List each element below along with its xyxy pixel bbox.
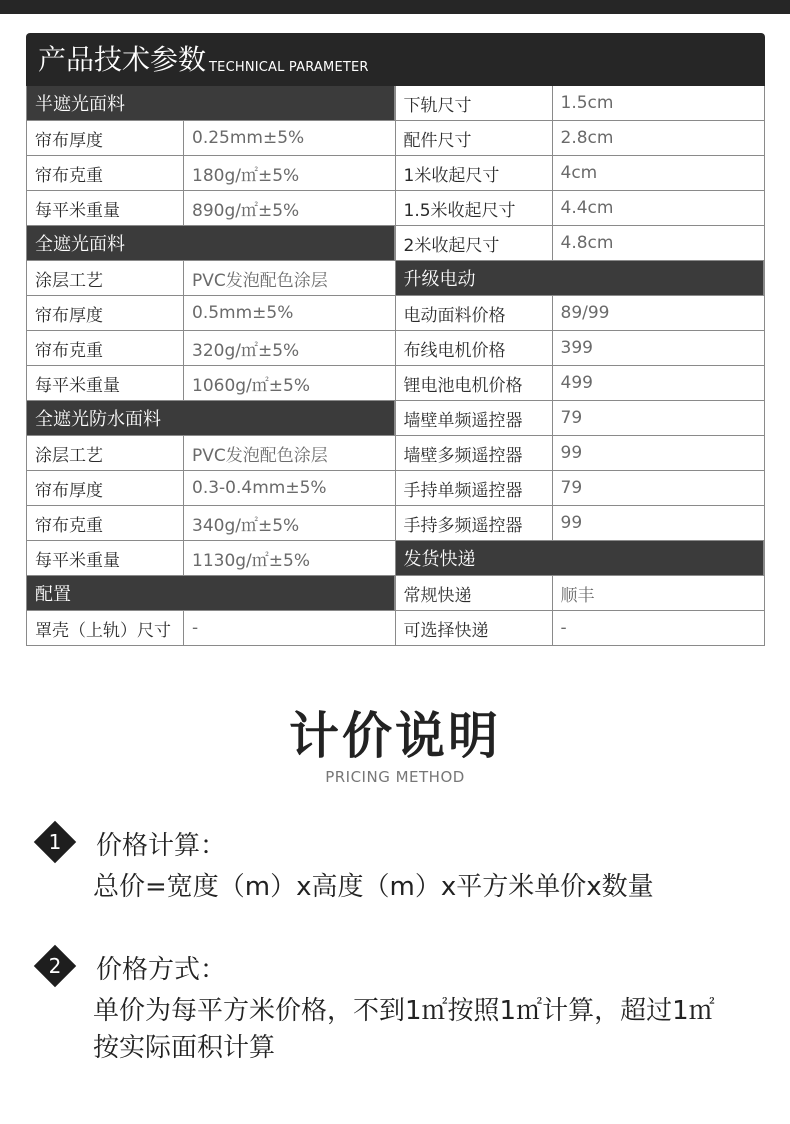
spec-label: 2米收起尺寸 (396, 226, 553, 260)
spec-title-en: TECHNICAL PARAMETER (209, 60, 369, 75)
spec-column-right (396, 86, 766, 646)
section-header (27, 226, 396, 261)
top-bar (0, 0, 790, 14)
spec-row (396, 191, 766, 226)
spec-label: 手持单频遥控器 (396, 471, 553, 505)
item-number: 2 (48, 954, 62, 978)
spec-value: 0.3-0.4mm±5% (192, 478, 327, 498)
item-text: 单价为每平方米价格，不到1㎡按照1㎡计算，超过1㎡ (93, 996, 715, 1026)
spec-value: 79 (560, 478, 583, 498)
spec-label: 电动面料价格 (396, 296, 553, 330)
spec-value: 320g/㎡±5% (192, 340, 300, 361)
spec-value: 180g/㎡±5% (192, 165, 300, 186)
spec-row (396, 401, 766, 436)
spec-label: 罩壳（上轨）尺寸 (27, 611, 184, 645)
spec-label: 每平米重量 (27, 191, 184, 225)
spec-header (26, 33, 765, 86)
spec-value: PVC发泡配色涂层 (192, 270, 328, 291)
spec-row (396, 121, 766, 156)
spec-row (396, 611, 766, 646)
spec-row (396, 86, 766, 121)
spec-column-left (27, 86, 396, 646)
spec-value: 4.4cm (560, 198, 614, 218)
spec-row (396, 471, 766, 506)
spec-value: 1.5cm (560, 93, 614, 113)
spec-title: 产品技术参数 (38, 43, 207, 76)
spec-row (27, 331, 396, 366)
spec-value: 1060g/㎡±5% (192, 375, 310, 396)
spec-value: 399 (560, 338, 593, 358)
spec-value: 890g/㎡±5% (192, 200, 300, 221)
spec-value: 顺丰 (560, 585, 595, 606)
spec-value: 4cm (560, 163, 598, 183)
spec-row (396, 436, 766, 471)
spec-row (27, 296, 396, 331)
spec-label: 下轨尺寸 (396, 86, 553, 120)
spec-label: 每平米重量 (27, 366, 184, 400)
spec-label: 手持多频遥控器 (396, 506, 553, 540)
spec-label: 布线电机价格 (396, 331, 553, 365)
section-header (27, 576, 396, 611)
spec-label: 1米收起尺寸 (396, 156, 553, 190)
spec-grid (26, 86, 765, 646)
spec-row (396, 156, 766, 191)
spec-value: 0.5mm±5% (192, 303, 294, 323)
spec-label: 墙壁单频遥控器 (396, 401, 553, 435)
spec-row (396, 296, 766, 331)
item-title: 价格计算： (96, 831, 227, 861)
spec-label: 帘布厚度 (27, 296, 184, 330)
spec-value: 4.8cm (560, 233, 614, 253)
spec-label: 帘布克重 (27, 156, 184, 190)
spec-value: 99 (560, 513, 583, 533)
spec-value: 89/99 (560, 303, 610, 323)
spec-label: 锂电池电机价格 (396, 366, 553, 400)
spec-row (396, 506, 766, 541)
spec-value: 0.25mm±5% (192, 128, 305, 148)
spec-value: 1130g/㎡±5% (192, 550, 310, 571)
spec-value: - (192, 618, 199, 638)
pricing-title: 计价说明 (289, 707, 501, 765)
spec-value: 499 (560, 373, 593, 393)
spec-label: 涂层工艺 (27, 261, 184, 295)
spec-label: 涂层工艺 (27, 436, 184, 470)
spec-table (26, 33, 765, 646)
spec-row (27, 191, 396, 226)
spec-row (396, 576, 766, 611)
section-label: 全遮光面料 (27, 226, 395, 260)
spec-value: - (560, 618, 567, 638)
spec-value: 79 (560, 408, 583, 428)
section-header (396, 541, 766, 576)
spec-label: 帘布克重 (27, 506, 184, 540)
section-label: 全遮光防水面料 (27, 401, 395, 435)
section-header (27, 86, 396, 121)
section-header (27, 401, 396, 436)
spec-value: PVC发泡配色涂层 (192, 445, 328, 466)
spec-label: 常规快递 (396, 576, 553, 610)
spec-label: 可选择快递 (396, 611, 553, 645)
spec-row (27, 436, 396, 471)
spec-row (27, 261, 396, 296)
spec-label: 配件尺寸 (396, 121, 553, 155)
spec-value: 99 (560, 443, 583, 463)
spec-row (27, 366, 396, 401)
spec-row (27, 506, 396, 541)
item-text: 按实际面积计算 (93, 1033, 276, 1063)
pricing-subtitle: PRICING METHOD (325, 768, 465, 786)
spec-label: 帘布厚度 (27, 471, 184, 505)
spec-label: 帘布克重 (27, 331, 184, 365)
spec-label: 墙壁多频遥控器 (396, 436, 553, 470)
section-label: 发货快递 (396, 541, 765, 575)
spec-row (396, 331, 766, 366)
spec-row (27, 121, 396, 156)
spec-row (27, 471, 396, 506)
item-text: 总价=宽度（m）x高度（m）x平方米单价x数量 (93, 872, 654, 902)
spec-row (27, 156, 396, 191)
spec-label: 帘布厚度 (27, 121, 184, 155)
section-label: 升级电动 (396, 261, 765, 295)
spec-label: 1.5米收起尺寸 (396, 191, 553, 225)
spec-row (396, 366, 766, 401)
section-label: 半遮光面料 (27, 86, 395, 120)
spec-row (396, 226, 766, 261)
spec-label: 每平米重量 (27, 541, 184, 575)
item-number: 1 (48, 830, 62, 854)
spec-row (27, 541, 396, 576)
spec-value: 2.8cm (560, 128, 614, 148)
section-header (396, 261, 766, 296)
section-label: 配置 (27, 576, 395, 610)
item-title: 价格方式： (96, 955, 227, 985)
spec-row (27, 611, 396, 646)
spec-value: 340g/㎡±5% (192, 515, 300, 536)
